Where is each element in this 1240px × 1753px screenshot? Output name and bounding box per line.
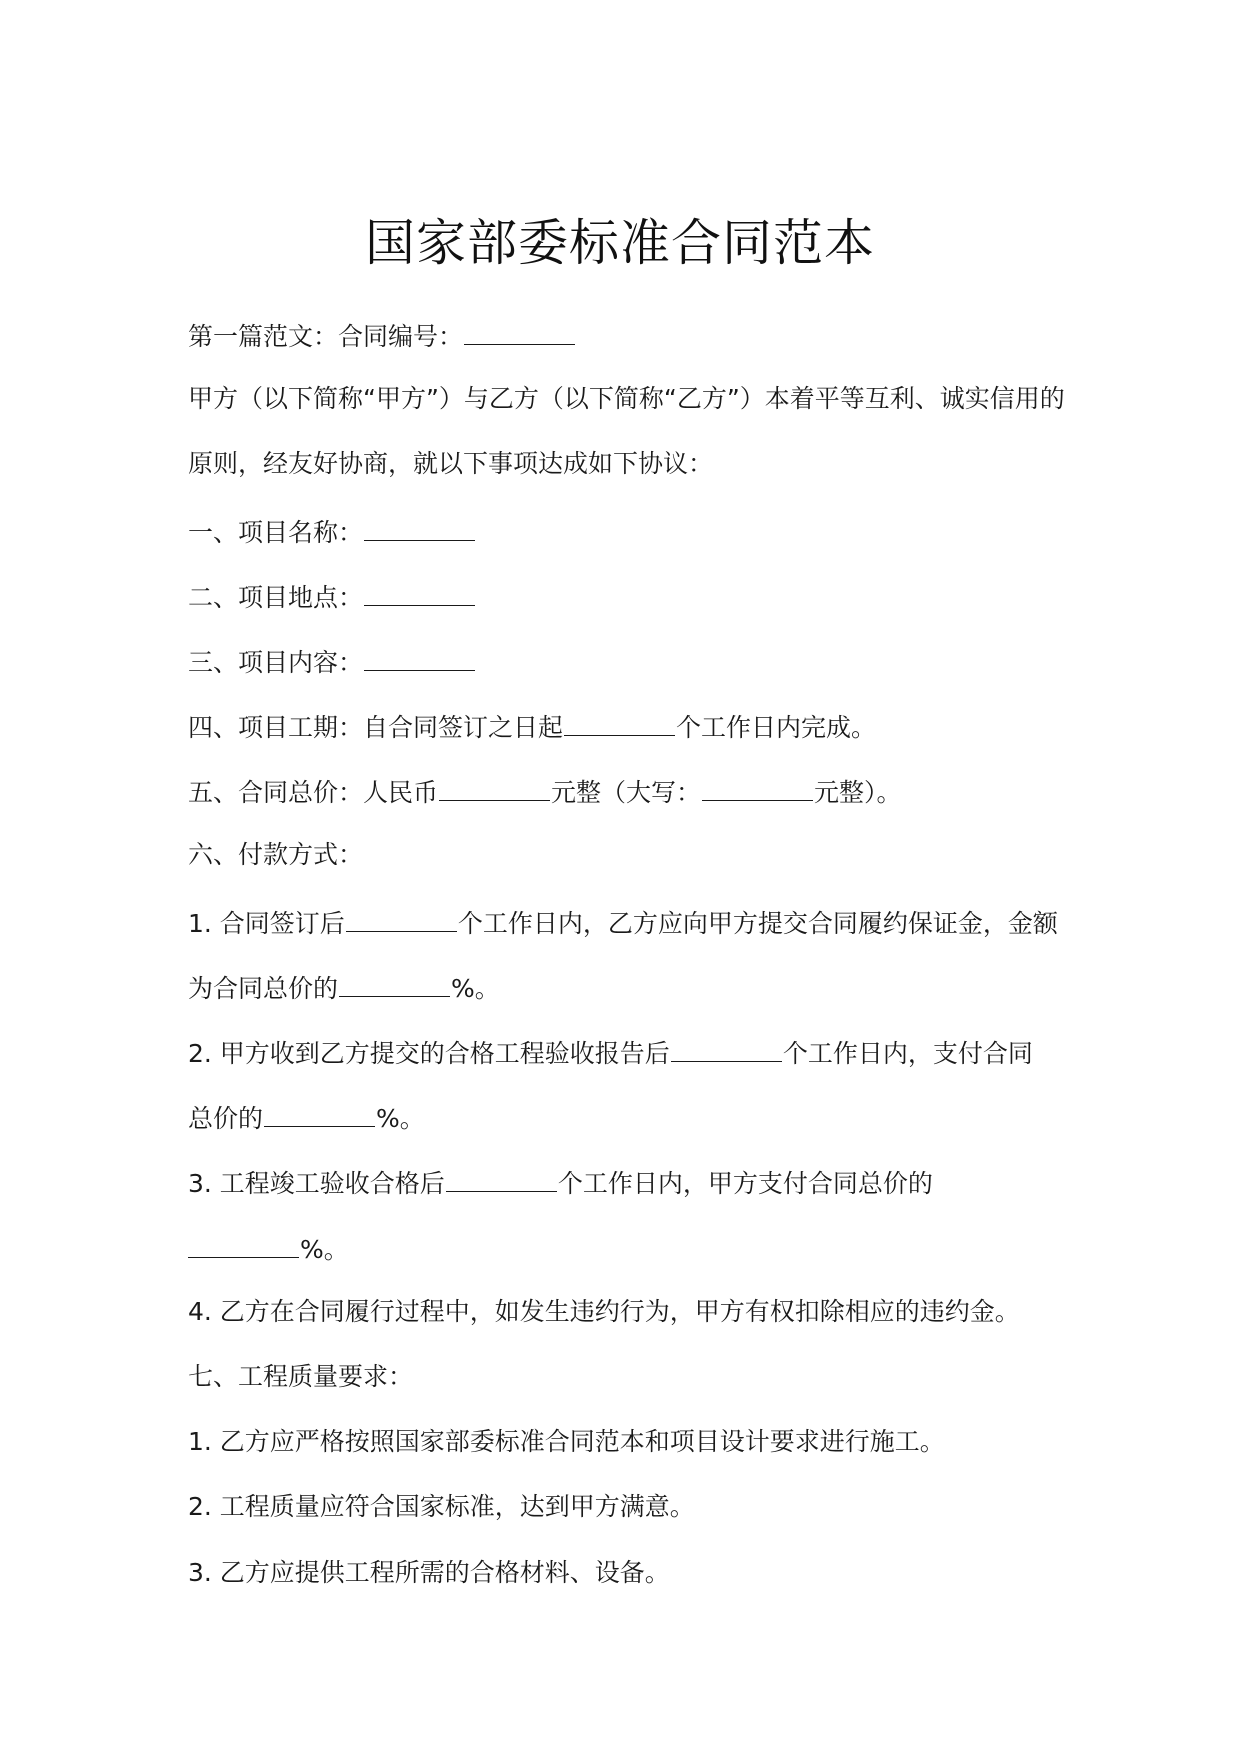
fill-blank	[671, 1033, 782, 1062]
line-text: 个工作日内，支付合同	[782, 1039, 1033, 1068]
quality-item-2	[188, 1489, 695, 1525]
line-text: 3. 乙方应提供工程所需的合格材料、设备。	[188, 1558, 670, 1587]
payment-item-4	[188, 1294, 1020, 1330]
line-text: 六、付款方式：	[188, 840, 364, 869]
payment-item-3	[188, 1163, 933, 1202]
fill-blank	[564, 707, 675, 736]
quality-item-3	[188, 1555, 670, 1591]
clause-project-location	[188, 577, 476, 616]
fill-blank	[364, 642, 475, 671]
line-text: 甲方（以下简称“甲方”）与乙方（以下简称“乙方”）本着平等互利、诚实信用的	[188, 384, 1065, 413]
fill-blank	[439, 772, 550, 801]
line-text: 个工作日内，甲方支付合同总价的	[557, 1169, 933, 1198]
clause-project-duration	[188, 707, 876, 746]
line-text: %。	[300, 1235, 349, 1264]
line-text: 为合同总价的	[188, 974, 339, 1003]
fill-blank	[339, 968, 450, 997]
line-text: 五、合同总价：人民币	[188, 778, 439, 807]
line-text: %。	[376, 1104, 425, 1133]
fill-blank	[364, 512, 475, 541]
line-text: 第一篇范文：合同编号：	[188, 322, 464, 351]
line-text: 原则，经友好协商，就以下事项达成如下协议：	[188, 449, 714, 478]
line-text: 元整）。	[814, 778, 902, 807]
fill-blank	[264, 1098, 375, 1127]
line-text: 七、工程质量要求：	[188, 1362, 414, 1391]
fill-blank	[702, 772, 813, 801]
line-text: 三、项目内容：	[188, 648, 364, 677]
line-text: 四、项目工期：自合同签订之日起	[188, 713, 564, 742]
payment-item-3-cont	[188, 1229, 349, 1268]
payment-item-2-cont	[188, 1098, 425, 1137]
line-text: 总价的	[188, 1104, 264, 1133]
clause-contract-price	[188, 772, 902, 811]
payment-item-1-cont	[188, 968, 500, 1007]
line-text: 元整（大写：	[551, 778, 702, 807]
fill-blank	[446, 1163, 557, 1192]
line-text: 2. 工程质量应符合国家标准，达到甲方满意。	[188, 1492, 695, 1521]
document-title: 国家部委标准合同范本	[365, 214, 875, 272]
line-text: 1. 乙方应严格按照国家部委标准合同范本和项目设计要求进行施工。	[188, 1427, 945, 1456]
clause-payment-heading	[188, 837, 363, 873]
clause-project-name	[188, 512, 476, 551]
line-text: 3. 工程竣工验收合格后	[188, 1169, 445, 1198]
quality-item-1	[188, 1424, 945, 1460]
clause-quality-heading	[188, 1359, 413, 1395]
clause-project-content	[188, 642, 476, 681]
line-text: 二、项目地点：	[188, 583, 364, 612]
line-text: 2. 甲方收到乙方提交的合格工程验收报告后	[188, 1039, 670, 1068]
preamble-line-2	[188, 446, 713, 482]
preamble-line-1	[188, 381, 1065, 417]
line-text: 个工作日内，乙方应向甲方提交合同履约保证金，金额	[457, 909, 1058, 938]
payment-item-1	[188, 903, 1058, 942]
line-text: 4. 乙方在合同履行过程中，如发生违约行为，甲方有权扣除相应的违约金。	[188, 1297, 1020, 1326]
fill-blank	[464, 316, 575, 345]
fill-blank	[364, 577, 475, 606]
contract-number-line	[188, 316, 576, 355]
payment-item-2	[188, 1033, 1033, 1072]
line-text: 一、项目名称：	[188, 518, 364, 547]
fill-blank	[346, 903, 457, 932]
line-text: 1. 合同签订后	[188, 909, 345, 938]
line-text: 个工作日内完成。	[676, 713, 877, 742]
fill-blank	[188, 1229, 299, 1258]
line-text: %。	[451, 974, 500, 1003]
